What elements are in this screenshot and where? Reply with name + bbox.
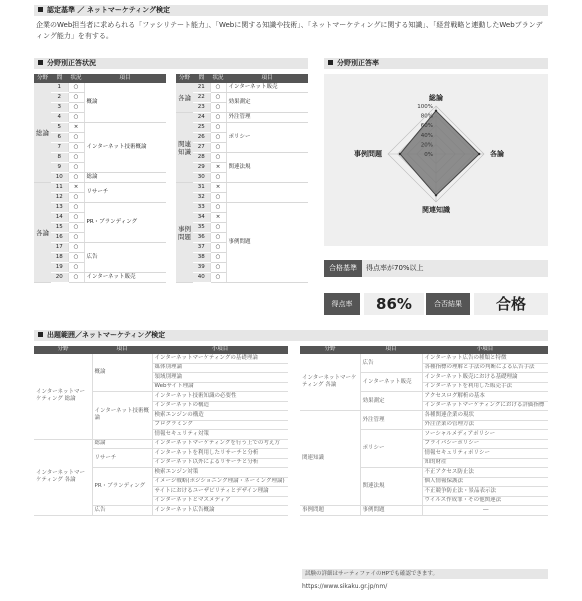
result-mark: ○ — [68, 153, 84, 163]
scope-table-left — [34, 346, 288, 516]
question-number: 33 — [193, 203, 210, 213]
result-mark: ○ — [68, 213, 84, 223]
item-cell: 概論 — [92, 354, 152, 392]
column-header: 項目 — [92, 346, 152, 354]
sub-item-cell: インターネット販売における基礎理論 — [422, 373, 548, 383]
table-row — [34, 354, 288, 363]
item-cell: 外注管理 — [226, 113, 308, 123]
item-cell: 総論 — [92, 439, 152, 449]
question-number: 28 — [193, 153, 210, 163]
radar-axis-label: 関連知識 — [422, 206, 450, 214]
radar-chart — [324, 74, 548, 246]
item-cell — [226, 183, 308, 203]
result-mark: ○ — [68, 203, 84, 213]
table-row — [34, 83, 166, 93]
footer-url[interactable]: https://www.sikaku.gr.jp/nm/ — [302, 583, 388, 590]
sub-item-cell: 媒体別理論 — [152, 363, 288, 373]
result-mark: ○ — [210, 193, 226, 203]
radar-chart-panel — [324, 74, 548, 246]
question-number: 17 — [51, 243, 68, 253]
status-table-right — [176, 74, 308, 283]
square-bullet-icon — [328, 60, 333, 65]
scope-table-right — [300, 346, 548, 516]
item-cell: 概論 — [84, 83, 166, 123]
sub-item-cell: インターネットの構造 — [152, 401, 288, 411]
result-mark: ○ — [210, 273, 226, 283]
item-cell: 広告 — [84, 243, 166, 273]
item-cell: 効果測定 — [360, 392, 422, 411]
column-header: 小項目 — [152, 346, 288, 354]
question-number: 32 — [193, 193, 210, 203]
item-cell: ポリシー — [226, 123, 308, 153]
item-cell: 関連法規 — [226, 153, 308, 183]
table-row — [34, 243, 166, 253]
radar-point — [399, 153, 401, 155]
result-mark: ○ — [68, 133, 84, 143]
result-mark: ○ — [210, 133, 226, 143]
criteria-value: 得点率が70%以上 — [362, 260, 548, 277]
question-number: 10 — [51, 173, 68, 183]
question-number: 19 — [51, 263, 68, 273]
radar-point — [435, 110, 437, 112]
sub-item-cell: 各種指標の理解と手法の判断による広告手法 — [422, 363, 548, 373]
column-header: 状況 — [68, 74, 84, 83]
sub-item-cell: 不正アクセス防止法 — [422, 468, 548, 478]
column-header: 小項目 — [422, 346, 548, 354]
sub-item-cell: 情報セキュリティポリシー — [422, 449, 548, 459]
sub-item-cell: Webサイト理論 — [152, 382, 288, 392]
category-cell: 各論 — [176, 83, 193, 113]
question-number: 3 — [51, 103, 68, 113]
column-header: 項目 — [360, 346, 422, 354]
question-number: 35 — [193, 223, 210, 233]
question-number: 7 — [51, 143, 68, 153]
result-mark: ○ — [68, 143, 84, 153]
sub-item-cell: インターネット広告の種類と特徴 — [422, 354, 548, 363]
result-mark: ○ — [68, 273, 84, 283]
question-number: 23 — [193, 103, 210, 113]
category-cell: 総論 — [34, 83, 51, 183]
item-cell: 広告 — [92, 506, 152, 516]
sub-item-cell: ソーシャルメディアポリシー — [422, 430, 548, 440]
footer-note: 試験の詳細はサーティファイのHPでも確認できます。 — [302, 569, 548, 579]
item-cell: リサーチ — [92, 449, 152, 468]
scope-section-header — [34, 330, 548, 341]
question-number: 11 — [51, 183, 68, 193]
radar-tick-label: 40% — [420, 132, 433, 139]
table-row — [176, 83, 308, 93]
table-row — [176, 123, 308, 133]
sub-item-cell: サイトにおけるユーザビリティとデザイン理論 — [152, 487, 288, 497]
result-mark: ○ — [68, 243, 84, 253]
result-mark: ○ — [210, 123, 226, 133]
item-cell: 事例問題 — [226, 203, 308, 283]
status-section-title: 分野別正答状況 — [47, 59, 96, 67]
column-header: 問 — [193, 74, 210, 83]
result-mark: ○ — [68, 233, 84, 243]
category-cell: 関連知識 — [176, 113, 193, 183]
question-number: 24 — [193, 113, 210, 123]
result-mark: ○ — [68, 253, 84, 263]
table-row — [176, 153, 308, 163]
item-cell: 広告 — [360, 354, 422, 373]
result-mark: ○ — [68, 263, 84, 273]
radar-tick-label: 100% — [417, 104, 433, 110]
sub-item-cell: インターネット技術知識の必要性 — [152, 392, 288, 402]
result-mark: × — [210, 163, 226, 173]
column-header: 項目 — [226, 74, 308, 83]
sub-item-cell: 検索エンジンの構造 — [152, 411, 288, 421]
table-row — [176, 113, 308, 123]
question-number: 26 — [193, 133, 210, 143]
question-number: 22 — [193, 93, 210, 103]
sub-item-cell: 各種関連企業の現状 — [422, 411, 548, 421]
radar-tick-label: 20% — [420, 142, 433, 149]
table-row — [34, 123, 166, 133]
item-cell: PR・ブランディング — [84, 203, 166, 243]
item-cell: 総論 — [84, 173, 166, 183]
result-mark: ○ — [68, 163, 84, 173]
result-box — [426, 293, 548, 315]
sub-item-cell: ― — [422, 506, 548, 516]
column-header: 状況 — [210, 74, 226, 83]
category-cell: 各論 — [34, 183, 51, 283]
square-bullet-icon — [38, 332, 43, 337]
result-mark: ○ — [210, 243, 226, 253]
result-mark: ○ — [210, 253, 226, 263]
result-mark: ○ — [210, 143, 226, 153]
result-mark: ○ — [210, 263, 226, 273]
item-cell: インターネット技術概論 — [84, 123, 166, 173]
result-mark: × — [68, 183, 84, 193]
score-box — [324, 293, 424, 315]
item-cell: PR・ブランディング — [92, 468, 152, 506]
sub-item-cell: イメージ戦略(ポジショニング理論・ネーミング理論) — [152, 477, 288, 487]
score-label: 得点率 — [324, 293, 360, 315]
item-cell: 事例問題 — [360, 506, 422, 516]
item-cell: インターネット販売 — [226, 83, 308, 93]
question-number: 37 — [193, 243, 210, 253]
question-number: 14 — [51, 213, 68, 223]
sub-item-cell: プライバシーポリシー — [422, 439, 548, 449]
result-mark: ○ — [210, 173, 226, 183]
sub-item-cell: 情報セキュリティ対策 — [152, 430, 288, 440]
sub-item-cell: 知的財産 — [422, 458, 548, 468]
table-row — [34, 173, 166, 183]
radar-axis-label: 総論 — [429, 94, 443, 102]
result-mark: ○ — [210, 223, 226, 233]
result-mark: ○ — [210, 103, 226, 113]
question-number: 30 — [193, 173, 210, 183]
result-mark: × — [210, 183, 226, 193]
pass-criteria — [324, 260, 548, 277]
question-number: 29 — [193, 163, 210, 173]
column-header: 項目 — [84, 74, 166, 83]
table-row — [300, 506, 548, 516]
question-number: 34 — [193, 213, 210, 223]
table-row — [34, 439, 288, 449]
sub-item-cell: 検索エンジン対策 — [152, 468, 288, 478]
sub-item-cell: インターネットマーケティングにおける評価指標 — [422, 401, 548, 411]
question-number: 36 — [193, 233, 210, 243]
question-number: 16 — [51, 233, 68, 243]
result-value: 合格 — [474, 293, 548, 315]
status-section-header — [34, 58, 308, 69]
sub-item-cell: アクセスログ解析の基本 — [422, 392, 548, 402]
status-table-left — [34, 74, 166, 283]
result-mark: ○ — [210, 113, 226, 123]
sub-item-cell: 不正競争防止法・景品表示法 — [422, 487, 548, 497]
result-mark: ○ — [68, 173, 84, 183]
radar-series-area — [400, 111, 479, 195]
radar-tick-label: 60% — [420, 123, 433, 130]
item-cell: リサーチ — [84, 183, 166, 203]
radar-tick-label: 0% — [424, 152, 433, 158]
sub-item-cell: インターネット以外によるリサーチと分析 — [152, 458, 288, 468]
radar-axis-label: 事例問題 — [354, 150, 382, 158]
item-cell: ポリシー — [360, 430, 422, 468]
sub-item-cell: 領域別理論 — [152, 373, 288, 383]
radar-point — [435, 194, 437, 196]
sub-item-cell: インターネットとマスメディア — [152, 496, 288, 506]
page-title: 認定基準 ／ ネットマーケティング検定 — [47, 6, 171, 14]
field-cell: 事例問題 — [300, 506, 360, 516]
table-row — [176, 183, 308, 193]
question-number: 15 — [51, 223, 68, 233]
question-number: 13 — [51, 203, 68, 213]
column-header: 分野 — [34, 74, 51, 83]
result-mark: ○ — [210, 233, 226, 243]
rate-section-header — [324, 58, 548, 69]
sub-item-cell: インターネットを利用したリサーチと分析 — [152, 449, 288, 459]
field-cell: インターネットマーケティング 各論 — [34, 439, 92, 515]
column-header: 分野 — [300, 346, 360, 354]
table-row — [176, 203, 308, 213]
item-cell: インターネット販売 — [360, 373, 422, 392]
sub-item-cell: インターネット広告概論 — [152, 506, 288, 516]
question-number: 25 — [193, 123, 210, 133]
result-mark: ○ — [210, 203, 226, 213]
question-number: 38 — [193, 253, 210, 263]
field-cell: インターネットマーケティング 各論 — [300, 354, 360, 411]
sub-item-cell: 外注企業の管理方法 — [422, 420, 548, 430]
table-row — [34, 203, 166, 213]
radar-point — [478, 153, 480, 155]
column-header: 分野 — [176, 74, 193, 83]
category-cell: 事例問題 — [176, 183, 193, 283]
question-number: 5 — [51, 123, 68, 133]
result-mark: ○ — [68, 93, 84, 103]
question-number: 40 — [193, 273, 210, 283]
field-cell: インターネットマーケティング 総論 — [34, 354, 92, 439]
question-number: 20 — [51, 273, 68, 283]
item-cell: インターネット技術概論 — [92, 392, 152, 440]
rate-section-title: 分野別正答率 — [337, 59, 379, 67]
question-number: 18 — [51, 253, 68, 263]
result-mark: ○ — [68, 223, 84, 233]
result-mark: ○ — [68, 103, 84, 113]
question-number: 12 — [51, 193, 68, 203]
square-bullet-icon — [38, 7, 43, 12]
result-mark: × — [210, 213, 226, 223]
radar-tick-label: 80% — [420, 113, 433, 120]
result-mark: ○ — [210, 153, 226, 163]
radar-axis-label: 各論 — [490, 150, 504, 158]
table-row — [34, 183, 166, 193]
column-header: 分野 — [34, 346, 92, 354]
column-header: 問 — [51, 74, 68, 83]
item-cell: 外注管理 — [360, 411, 422, 430]
table-row — [176, 93, 308, 103]
question-number: 39 — [193, 263, 210, 273]
question-number: 2 — [51, 93, 68, 103]
question-number: 4 — [51, 113, 68, 123]
result-mark: × — [68, 123, 84, 133]
item-cell: 関連法規 — [360, 468, 422, 506]
question-number: 1 — [51, 83, 68, 93]
table-row — [34, 273, 166, 283]
page-header — [34, 5, 548, 16]
question-number: 21 — [193, 83, 210, 93]
result-mark: ○ — [68, 193, 84, 203]
result-mark: ○ — [210, 93, 226, 103]
question-number: 31 — [193, 183, 210, 193]
intro-text: 企業のWeb担当者に求められる「ファシリテート能力」、「Webに関する知識や技術」、「ネットマーケティングに関する知識」、「経営戦略と連動したWebブランディング能力」を有する。 — [36, 21, 543, 40]
square-bullet-icon — [38, 60, 43, 65]
score-value: 86% — [364, 293, 424, 315]
question-number: 9 — [51, 163, 68, 173]
result-mark: ○ — [68, 83, 84, 93]
sub-item-cell: プログラミング — [152, 420, 288, 430]
item-cell: インターネット販売 — [84, 273, 166, 283]
sub-item-cell: 個人情報保護法 — [422, 477, 548, 487]
table-row — [300, 354, 548, 363]
field-cell: 関連知識 — [300, 411, 360, 506]
criteria-label: 合格基準 — [324, 260, 362, 277]
item-cell: 効果測定 — [226, 93, 308, 113]
sub-item-cell: インターネットマーケティングの基礎理論 — [152, 354, 288, 363]
table-row — [300, 411, 548, 421]
result-mark: ○ — [210, 83, 226, 93]
sub-item-cell: インターネットマーケティングを行う上での考え方 — [152, 439, 288, 449]
question-number: 27 — [193, 143, 210, 153]
sub-item-cell: インターネットを利用した販売手法 — [422, 382, 548, 392]
question-number: 6 — [51, 133, 68, 143]
sub-item-cell: ウイルス作成罪・その他関連法 — [422, 496, 548, 506]
question-number: 8 — [51, 153, 68, 163]
scope-section-title: 出題範囲／ネットマーケティング検定 — [47, 331, 166, 339]
result-mark: ○ — [68, 113, 84, 123]
result-label: 合否結果 — [426, 293, 470, 315]
